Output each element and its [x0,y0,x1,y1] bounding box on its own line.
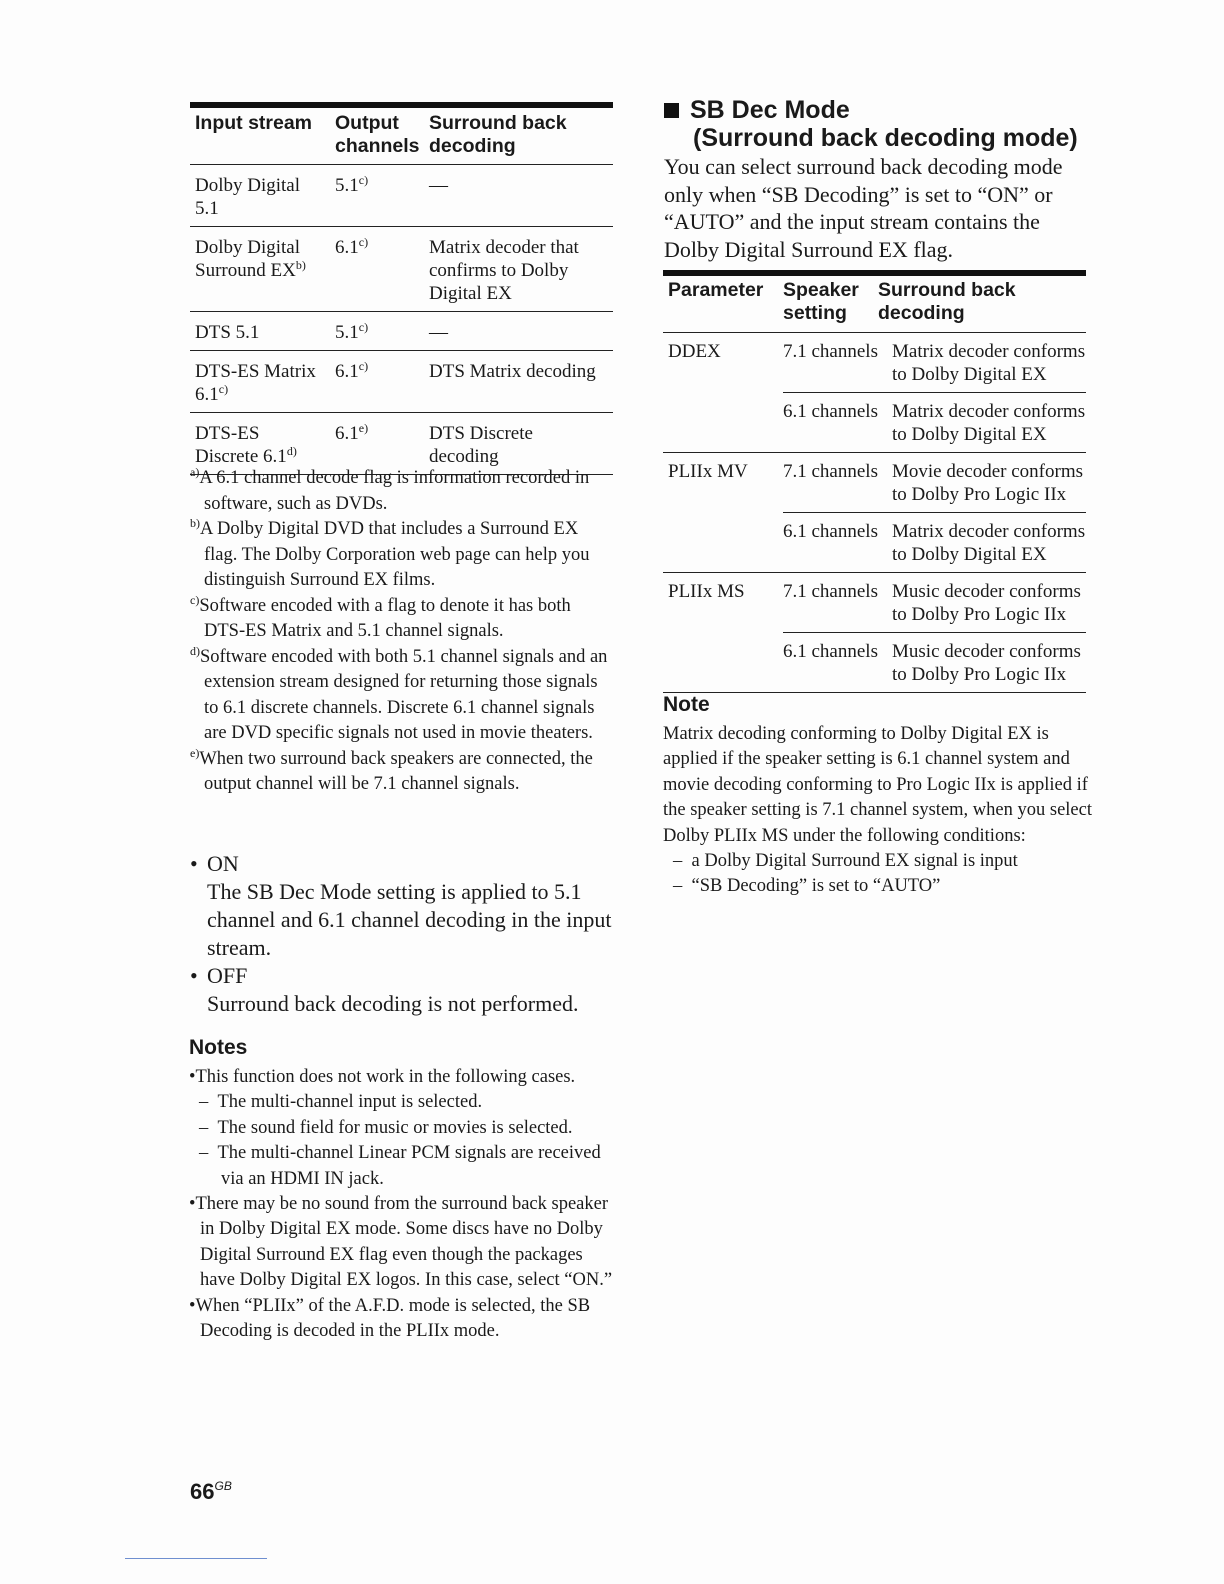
table-header [663,276,1086,333]
footnote [190,466,615,517]
dash-icon: – [199,1092,218,1113]
note-dash [189,1116,619,1141]
header-surround-back-decoding: Surround back decoding [878,279,1016,324]
input-stream-table [190,102,613,475]
footer-rule [125,1558,267,1559]
footnote-ref: b) [295,258,306,272]
table-row [190,312,613,351]
output-text: 6.1 [335,361,359,382]
footnote-ref: c) [358,173,369,187]
dash-icon: – [199,1143,218,1164]
section-title-line1: SB Dec Mode [690,96,850,124]
cell-decoding: Movie decoder conforms to Dolby Pro Logic IIx [892,461,1083,505]
input-text: DTS-ES Matrix 6.1 [195,361,316,405]
cell-speaker-setting: 6.1 channels [783,641,878,662]
cell-speaker-setting: 7.1 channels [783,341,878,362]
note-section [663,692,1093,900]
bullet-icon: • [189,1295,196,1316]
table-row [190,351,613,413]
cell-decoding: Matrix decoder that confirms to Dolby Digital EX [429,237,579,304]
table-header [190,108,613,165]
cell-decoding: Music decoder conforms to Dolby Pro Logic IIx [892,581,1081,625]
cell-parameter: PLIIx MS [668,581,745,602]
cell-parameter: PLIIx MV [668,461,748,482]
cell-speaker-setting: 7.1 channels [783,461,878,482]
table-group [663,573,1086,693]
bullet-icon: • [189,1067,196,1087]
section-subtitle: (Surround back decoding mode) [693,124,1078,152]
dash-text: “SB Decoding” is set to “AUTO” [691,876,941,897]
dash-icon: – [673,876,692,897]
parameter-table [663,270,1086,693]
input-text: DTS 5.1 [195,322,260,343]
footnote [190,517,615,594]
table-row [190,165,613,227]
cell-output-channels [335,174,429,220]
footnotes [190,466,615,798]
footnote-text: When two surround back speakers are connected, the output channel will be 7.1 channel signals. [199,748,593,794]
note-bullet [189,1065,619,1090]
cell-input-stream [190,360,335,406]
cell-speaker-setting: 6.1 channels [783,521,878,542]
header-surround-back: Surround back decoding [429,112,567,157]
header-speaker-setting: Speaker setting [783,279,859,324]
cell-decoding: Music decoder conforms to Dolby Pro Logic IIx [892,641,1081,685]
footnote [190,747,615,798]
option-item [190,962,620,990]
table-row [783,632,1086,692]
footnote-text: A 6.1 channel decode flag is information recorded in software, such as DVDs. [199,468,590,514]
cell-decoding: Matrix decoder conforms to Dolby Digital EX [892,521,1086,565]
group-rows [783,573,1086,692]
cell-output-channels [335,321,429,344]
footnote [190,594,615,645]
page-number-value: 66 [190,1479,215,1504]
footnote-ref: c) [358,235,369,249]
option-item [190,850,620,878]
cell-input-stream [190,321,335,344]
footnote-text: Software encoded with both 5.1 channel signals and an extension stream designed for returning those signals to 6.1 discrete channels. Discrete 6.1 channel signals are DVD specific signals not used in movie theaters. [200,646,608,743]
cell-speaker-setting: 6.1 channels [783,401,878,422]
cell-decoding: Matrix decoder conforms to Dolby Digital EX [892,341,1086,385]
header-input-stream: Input stream [195,112,313,134]
table-group [663,333,1086,453]
note-text: The sound field for music or movies is selected. [217,1117,573,1138]
cell-speaker-setting: 7.1 channels [783,581,878,602]
table-group [663,453,1086,573]
table-row [783,573,1086,632]
footnote-text: Software encoded with a flag to denote it has both DTS-ES Matrix and 5.1 channel signals. [199,595,571,641]
input-text: Dolby Digital Surround EX [195,237,301,281]
footnote-ref: d) [286,444,297,458]
footnote-ref: c) [358,359,369,373]
notes-heading: Notes [189,1036,248,1059]
bullet-icon: • [190,963,198,988]
option-description: The SB Dec Mode setting is applied to 5.1 channel and 6.1 channel decoding in the input stream. [207,879,612,960]
note-text: This function does not work in the following cases. [195,1067,576,1087]
cell-input-stream [190,174,335,220]
input-text: DTS-ES Discrete 6.1 [195,423,287,467]
output-text: 6.1 [335,237,359,258]
option-description: Surround back decoding is not performed. [207,991,579,1016]
group-rows [783,333,1086,452]
bullet-icon: • [190,851,198,876]
note-text: When “PLIIx” of the A.F.D. mode is selected, the SB Decoding is decoded in the PLIIx mode. [195,1295,591,1342]
table-row [783,392,1086,452]
notes-body [189,1065,619,1344]
note-bullet [189,1192,619,1294]
note-text: The multi-channel Linear PCM signals are received via an HDMI IN jack. [217,1143,601,1189]
cell-decoding: — [429,175,448,196]
option-label: OFF [207,963,248,988]
table-row [783,333,1086,392]
bullet-icon: • [189,1194,196,1215]
footnote-mark: a) [190,465,200,479]
page-number-suffix: GB [214,1479,232,1493]
cell-decoding: — [429,322,448,343]
page-number [190,1479,232,1505]
footnote [190,645,615,747]
note-text: There may be no sound from the surround back speaker in Dolby Digital EX mode. Some discs have no Dolby Digital Surround EX flag even though the packages have Dolby Digital EX logos. In this case, select “ON.” [195,1194,613,1291]
note-heading: Note [663,693,710,716]
cell-input-stream [190,422,335,468]
sb-dec-mode-section [664,96,1094,263]
cell-parameter: DDEX [668,341,721,362]
footnote-ref: c) [218,382,229,396]
output-text: 5.1 [335,322,359,343]
header-parameter: Parameter [668,279,764,301]
cell-output-channels [335,236,429,305]
cell-decoding: Matrix decoder conforms to Dolby Digital EX [892,401,1086,445]
output-text: 6.1 [335,423,359,444]
group-rows [783,453,1086,572]
dash-icon: – [673,851,692,872]
footnote-mark: e) [190,745,200,760]
footnote-mark: c) [190,592,200,607]
footnote-text: A Dolby Digital DVD that includes a Surround EX flag. The Dolby Corporation web page can help you distinguish Surround EX films. [200,519,590,590]
cell-decoding: DTS Matrix decoding [429,361,596,382]
note-body [663,722,1093,900]
note-dash [189,1090,619,1115]
input-text: Dolby Digital 5.1 [195,175,301,219]
header-output-channels [335,112,429,158]
notes-section [189,1035,619,1344]
cell-input-stream [190,236,335,305]
dash-icon: – [199,1117,218,1138]
footnote-ref: e) [358,421,369,435]
option-list [190,850,620,1018]
option-label: ON [207,851,239,876]
dash-text: a Dolby Digital Surround EX signal is input [691,851,1018,872]
output-text: 5.1 [335,175,359,196]
cell-output-channels [335,360,429,406]
note-text: Matrix decoding conforming to Dolby Digital EX is applied if the speaker setting is 6.1 channel system and movie decoding conforming to Pro Logic IIx is applied if the speaker setting is 7.1 channel system, when you select Dolby PLIIx MS under the following conditions: [663,724,1092,846]
note-bullet [189,1294,619,1345]
footnote-ref: c) [358,320,369,334]
header-output-text: Output channels [335,112,420,157]
cell-decoding: DTS Discrete decoding [429,423,533,467]
section-title [664,96,1094,124]
table-row [190,227,613,312]
cell-output-channels [335,422,429,468]
footnote-mark: d) [190,643,200,658]
square-bullet-icon [664,103,679,118]
note-dash [189,1141,619,1192]
note-text: The multi-channel input is selected. [217,1092,483,1113]
note-dash [663,874,1093,899]
footnote-mark: b) [190,516,200,530]
table-row [783,453,1086,512]
table-row [783,512,1086,572]
section-intro: You can select surround back decoding mode only when “SB Decoding” is set to “ON” or “AUTO” and the input stream contains the Dolby Digital Surround EX flag. [664,154,1063,262]
note-dash [663,849,1093,874]
